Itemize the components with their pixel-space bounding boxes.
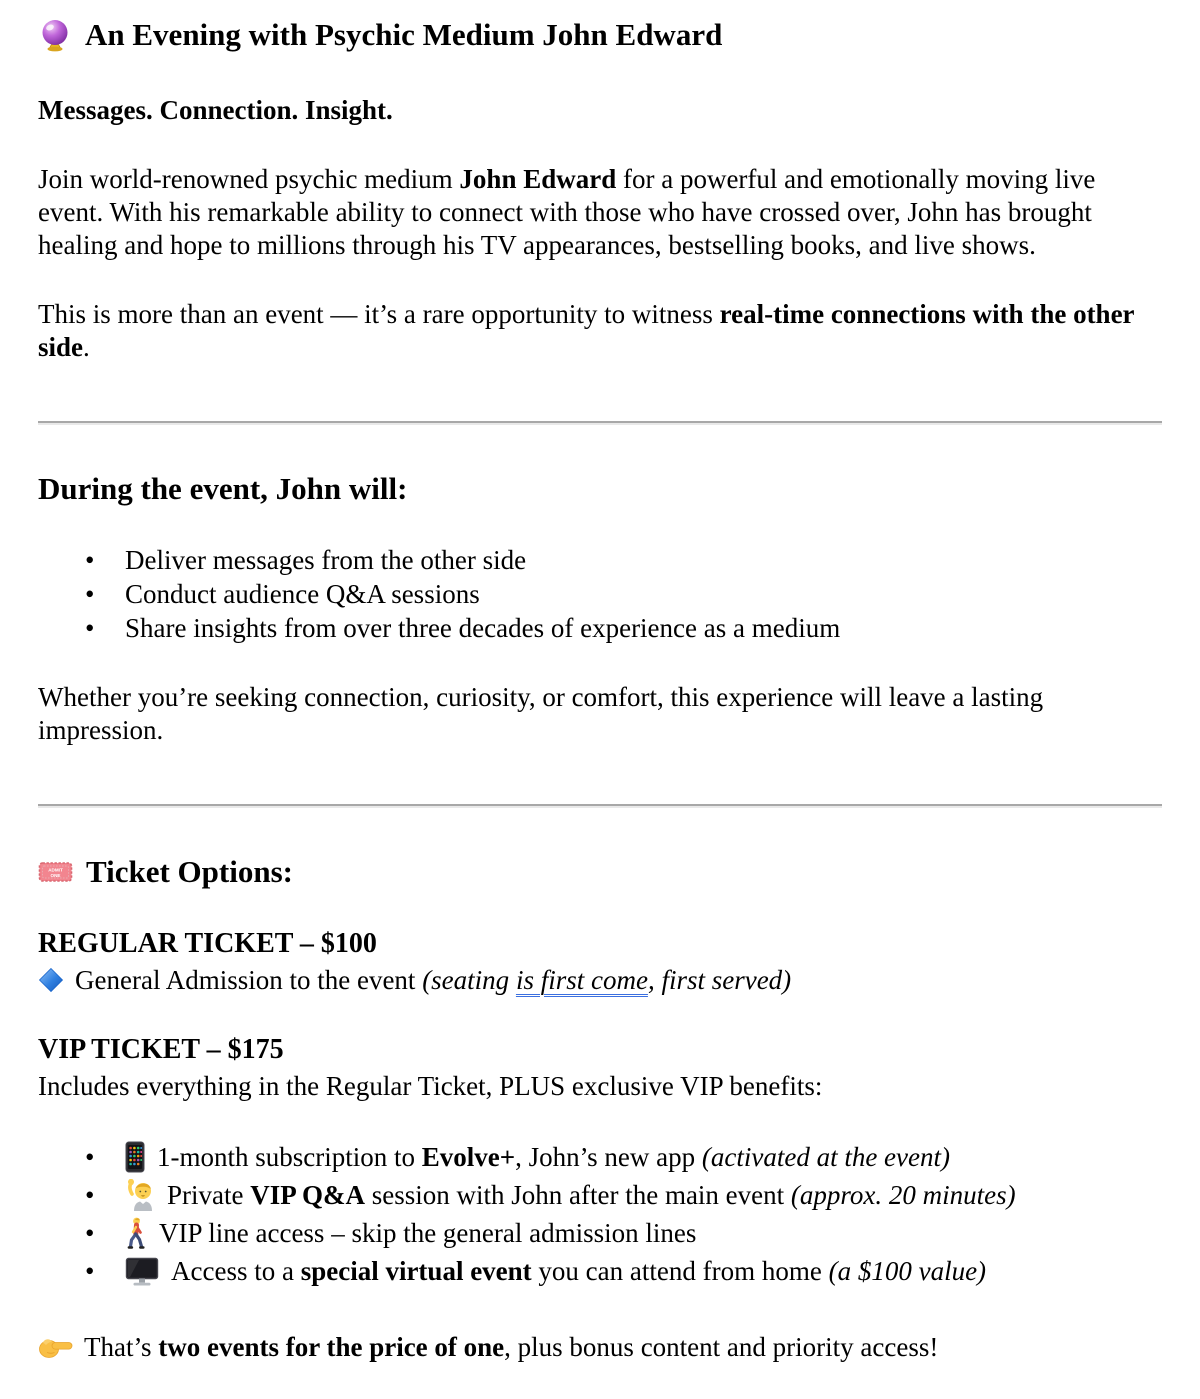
ticket-options-heading xyxy=(38,852,1162,892)
mobile-phone-icon xyxy=(125,1141,145,1173)
text-segment: for a powerful and emotionally moving live event. With his remarkable ability to connect with those who have crossed over, John has brought healing and hope to millions through his TV appearances, bestselling books, and live shows. xyxy=(38,164,1096,260)
text-segment: 1-month subscription to xyxy=(157,1142,422,1172)
vip-ticket-subtitle: Includes everything in the Regular Ticket, PLUS exclusive VIP benefits: xyxy=(38,1071,823,1101)
regular-ticket-block xyxy=(38,926,1162,998)
text-segment: real-time connections with the other side xyxy=(38,299,1135,362)
text-segment: General Admission to the event xyxy=(75,965,423,995)
text-segment: (activated at the event) xyxy=(701,1142,951,1172)
text-segment: (a $100 value) xyxy=(828,1256,987,1286)
promo-footer xyxy=(38,1328,1162,1366)
horizontal-rule xyxy=(38,421,1162,425)
ticket-options-heading-text: Ticket Options: xyxy=(86,854,293,889)
vip-benefit-text xyxy=(167,1180,1016,1210)
vip-ticket-title: VIP TICKET – $175 xyxy=(38,1034,284,1065)
list-item: • Deliver messages from the other side xyxy=(125,543,1162,577)
walking-person-icon xyxy=(125,1217,147,1249)
vip-ticket-block xyxy=(38,1032,1162,1104)
text-segment: , first served) xyxy=(647,965,792,995)
text-segment: John Edward xyxy=(459,164,617,194)
text-segment: This is more than an event — it’s a rare opportunity to witness xyxy=(38,299,720,329)
grammar-underlined-text[interactable]: is first come xyxy=(515,965,648,995)
text-segment: (seating xyxy=(422,965,516,995)
text-segment: Private xyxy=(167,1180,251,1210)
text-segment: VIP line access – skip the general admission lines xyxy=(159,1218,697,1248)
crystal-ball-icon xyxy=(38,18,72,52)
text-segment: , plus bonus content and priority access! xyxy=(504,1332,939,1362)
vip-benefit-text xyxy=(157,1142,950,1172)
list-item: • Share insights from over three decades of experience as a medium xyxy=(125,611,1162,645)
list-item: • Conduct audience Q&A sessions xyxy=(125,577,1162,611)
impression-paragraph: Whether you’re seeking connection, curiosity, or comfort, this experience will leave a lasting impression. xyxy=(38,682,1044,745)
text-segment: two events for the price of one xyxy=(158,1332,505,1362)
regular-ticket-text xyxy=(75,962,791,998)
page-title xyxy=(38,14,1162,56)
horizontal-rule xyxy=(38,804,1162,808)
vip-benefits-list xyxy=(38,1138,1162,1290)
list-item xyxy=(125,1214,1162,1252)
blue-diamond-icon xyxy=(38,967,64,993)
tagline: Messages. Connection. Insight. xyxy=(38,95,393,125)
promo-footer-text xyxy=(84,1328,938,1366)
list-item xyxy=(125,1176,1162,1214)
regular-ticket-line xyxy=(38,962,1162,998)
text-segment: session with John after the main event xyxy=(364,1180,791,1210)
vip-benefit-text xyxy=(159,1218,696,1248)
pointing-right-icon xyxy=(38,1334,74,1360)
desktop-computer-icon xyxy=(125,1257,159,1287)
svg-text:ADMIT: ADMIT xyxy=(48,867,63,873)
text-segment: special virtual event xyxy=(300,1256,532,1286)
text-segment: , John’s new app xyxy=(515,1142,702,1172)
highlight-paragraph xyxy=(38,298,1162,364)
text-segment: (approx. 20 minutes) xyxy=(790,1180,1016,1210)
svg-text:ONE: ONE xyxy=(50,873,61,878)
text-segment: That’s xyxy=(84,1332,159,1362)
text-segment: VIP Q&A xyxy=(250,1180,365,1210)
text-segment: . xyxy=(83,332,90,362)
admission-ticket-icon xyxy=(38,859,73,885)
regular-ticket-title: REGULAR TICKET – $100 xyxy=(38,928,377,959)
list-item xyxy=(125,1138,1162,1176)
page-title-text: An Evening with Psychic Medium John Edward xyxy=(85,17,723,52)
list-item xyxy=(125,1252,1162,1290)
text-segment: Evolve+ xyxy=(421,1142,516,1172)
during-event-heading: During the event, John will: xyxy=(38,471,408,506)
text-segment: you can attend from home xyxy=(531,1256,829,1286)
raising-hand-icon xyxy=(125,1179,155,1211)
event-activities-list xyxy=(38,543,1162,645)
vip-benefit-text xyxy=(171,1256,986,1286)
text-segment: Access to a xyxy=(171,1256,301,1286)
text-segment: Join world-renowned psychic medium xyxy=(38,164,460,194)
intro-paragraph xyxy=(38,163,1162,262)
